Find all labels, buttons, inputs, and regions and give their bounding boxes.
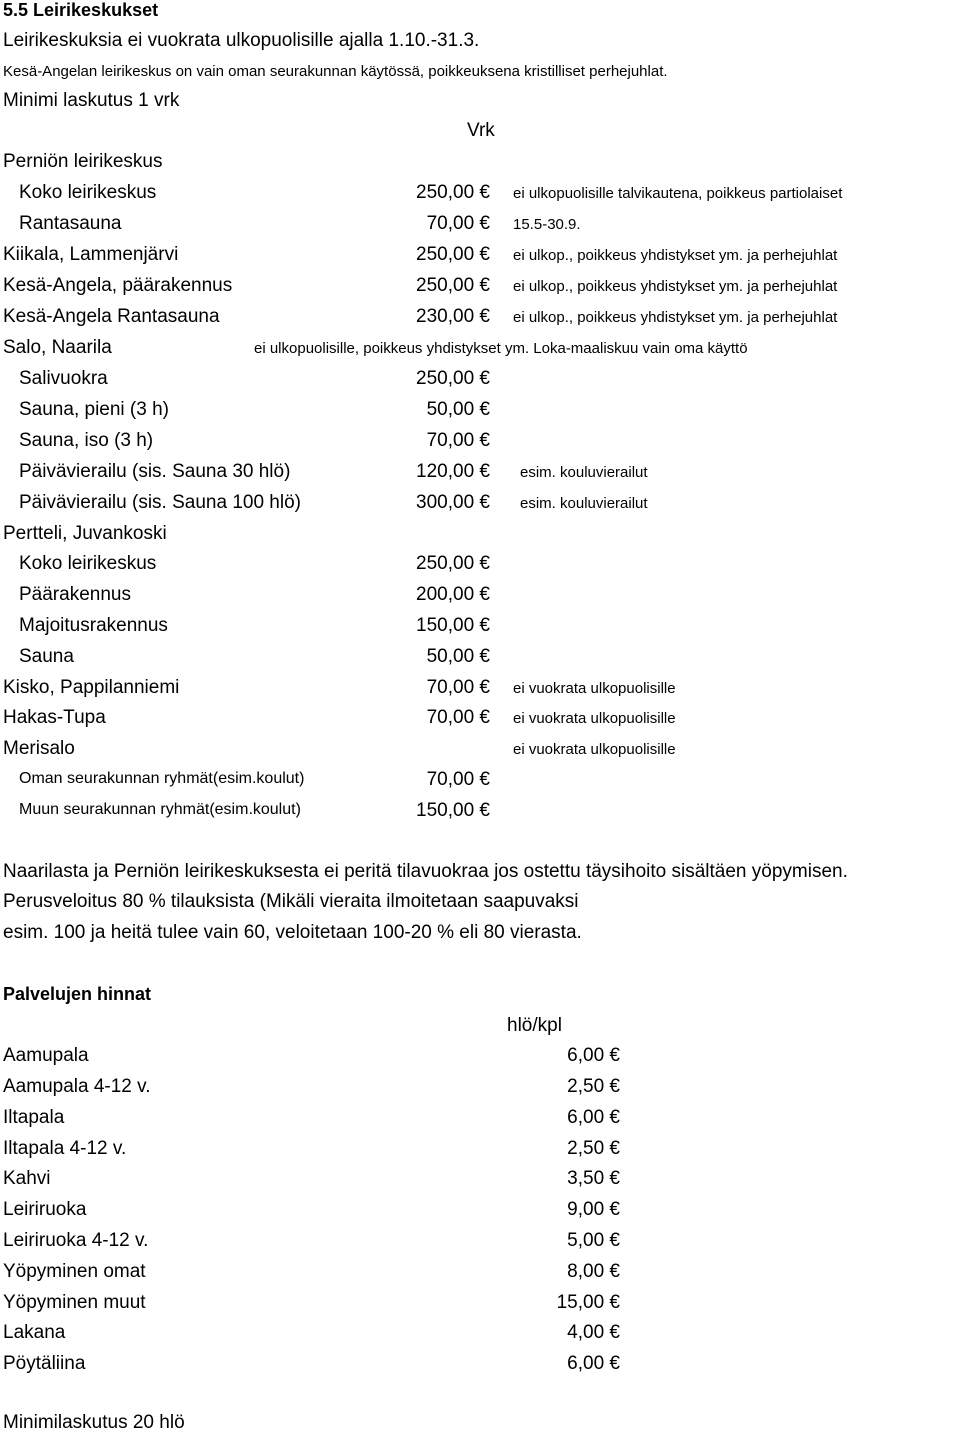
note-paragraph-line-2: Perusveloitus 80 % tilauksista (Mikäli vieraita ilmoitetaan saapuvaksi: [3, 891, 579, 912]
service-price: 8,00 €: [567, 1261, 620, 1282]
pertteli-row-label: Koko leirikeskus: [19, 553, 157, 574]
pertteli-row-price: 150,00 €: [416, 615, 490, 636]
service-label: Pöytäliina: [3, 1353, 86, 1374]
service-label: Lakana: [3, 1322, 66, 1343]
salo-row-label: Päivävierailu (sis. Sauna 100 hlö): [19, 492, 301, 513]
service-label: Aamupala 4-12 v.: [3, 1076, 151, 1097]
hakas-label: Hakas-Tupa: [3, 707, 106, 728]
pernio-row-price: 250,00 €: [416, 182, 490, 203]
service-price: 3,50 €: [567, 1168, 620, 1189]
merisalo-label: Merisalo: [3, 738, 75, 759]
hakas-note: ei vuokrata ulkopuolisille: [513, 710, 676, 727]
service-label: Yöpyminen muut: [3, 1292, 146, 1313]
section-title: 5.5 Leirikeskukset: [3, 0, 159, 20]
merisalo-row-price: 70,00 €: [426, 769, 490, 790]
note-paragraph-line-1: Naarilasta ja Perniön leirikeskuksesta ei peritä tilavuokraa jos ostettu täysihoito sisältäen yöpymisen.: [3, 861, 848, 882]
service-price: 4,00 €: [567, 1322, 620, 1343]
service-label: Yöpyminen omat: [3, 1261, 146, 1282]
pertteli-row-label: Majoitusrakennus: [19, 615, 168, 636]
kisko-price: 70,00 €: [426, 677, 490, 698]
merisalo-note: ei vuokrata ulkopuolisille: [513, 741, 676, 758]
services-footer: Minimilaskutus 20 hlö: [3, 1412, 185, 1433]
service-price: 6,00 €: [567, 1045, 620, 1066]
pernio-row-label: Koko leirikeskus: [19, 182, 157, 203]
pernio-name: Perniön leirikeskus: [3, 151, 163, 172]
salo-row-label: Sauna, iso (3 h): [19, 430, 154, 451]
pertteli-row-label: Päärakennus: [19, 584, 131, 605]
hakas-price: 70,00 €: [426, 707, 490, 728]
kiikala-price: 250,00 €: [416, 244, 490, 265]
intro-line-3: Minimi laskutus 1 vrk: [3, 90, 180, 111]
service-price: 6,00 €: [567, 1353, 620, 1374]
angela-main-note: ei ulkop., poikkeus yhdistykset ym. ja perhejuhlat: [513, 278, 838, 295]
kisko-note: ei vuokrata ulkopuolisille: [513, 680, 676, 697]
pertteli-name: Pertteli, Juvankoski: [3, 523, 167, 544]
intro-line-1: Leirikeskuksia ei vuokrata ulkopuolisille ajalla 1.10.-31.3.: [3, 30, 480, 51]
service-price: 2,50 €: [567, 1076, 620, 1097]
service-label: Aamupala: [3, 1045, 89, 1066]
kiikala-note: ei ulkop., poikkeus yhdistykset ym. ja perhejuhlat: [513, 247, 838, 264]
salo-row-label: Salivuokra: [19, 368, 108, 389]
service-price: 6,00 €: [567, 1107, 620, 1128]
service-label: Iltapala: [3, 1107, 65, 1128]
salo-row-label: Sauna, pieni (3 h): [19, 399, 169, 420]
merisalo-row-label: Oman seurakunnan ryhmät(esim.koulut): [19, 770, 305, 787]
salo-row-note: esim. kouluvierailut: [520, 464, 648, 481]
services-unit-header: hlö/kpl: [507, 1015, 562, 1036]
angela-main-price: 250,00 €: [416, 275, 490, 296]
pernio-row-label: Rantasauna: [19, 213, 122, 234]
salo-name: Salo, Naarila: [3, 337, 112, 358]
salo-note: ei ulkopuolisille, poikkeus yhdistykset ym. Loka-maaliskuu vain oma käyttö: [254, 340, 748, 357]
merisalo-row-price: 150,00 €: [416, 800, 490, 821]
pertteli-row-price: 50,00 €: [426, 646, 490, 667]
service-label: Kahvi: [3, 1168, 51, 1189]
pertteli-row-price: 250,00 €: [416, 553, 490, 574]
service-price: 5,00 €: [567, 1230, 620, 1251]
salo-row-price: 250,00 €: [416, 368, 490, 389]
pernio-row-price: 70,00 €: [426, 213, 490, 234]
pernio-row-note: 15.5-30.9.: [513, 216, 581, 233]
note-paragraph-line-3: esim. 100 ja heitä tulee vain 60, veloitetaan 100-20 % eli 80 vierasta.: [3, 922, 582, 943]
pertteli-row-price: 200,00 €: [416, 584, 490, 605]
salo-row-note: esim. kouluvierailut: [520, 495, 648, 512]
angela-sauna-note: ei ulkop., poikkeus yhdistykset ym. ja perhejuhlat: [513, 309, 838, 326]
salo-row-label: Päivävierailu (sis. Sauna 30 hlö): [19, 461, 291, 482]
service-label: Leiriruoka 4-12 v.: [3, 1230, 149, 1251]
salo-row-price: 70,00 €: [426, 430, 490, 451]
service-label: Leiriruoka: [3, 1199, 87, 1220]
kisko-label: Kisko, Pappilanniemi: [3, 677, 180, 698]
merisalo-row-label: Muun seurakunnan ryhmät(esim.koulut): [19, 801, 301, 818]
salo-row-price: 300,00 €: [416, 492, 490, 513]
service-price: 9,00 €: [567, 1199, 620, 1220]
services-title: Palvelujen hinnat: [3, 984, 152, 1004]
pertteli-row-label: Sauna: [19, 646, 74, 667]
service-price: 15,00 €: [556, 1292, 620, 1313]
angela-main-label: Kesä-Angela, päärakennus: [3, 275, 233, 296]
vrk-header: Vrk: [467, 120, 495, 141]
salo-row-price: 50,00 €: [426, 399, 490, 420]
service-label: Iltapala 4-12 v.: [3, 1138, 127, 1159]
intro-line-2: Kesä-Angelan leirikeskus on vain oman seurakunnan käytössä, poikkeuksena kristilliset perhejuhlat.: [3, 63, 668, 80]
kiikala-label: Kiikala, Lammenjärvi: [3, 244, 179, 265]
angela-sauna-price: 230,00 €: [416, 306, 490, 327]
angela-sauna-label: Kesä-Angela Rantasauna: [3, 306, 220, 327]
salo-row-price: 120,00 €: [416, 461, 490, 482]
service-price: 2,50 €: [567, 1138, 620, 1159]
pernio-row-note: ei ulkopuolisille talvikautena, poikkeus partiolaiset: [513, 185, 843, 202]
